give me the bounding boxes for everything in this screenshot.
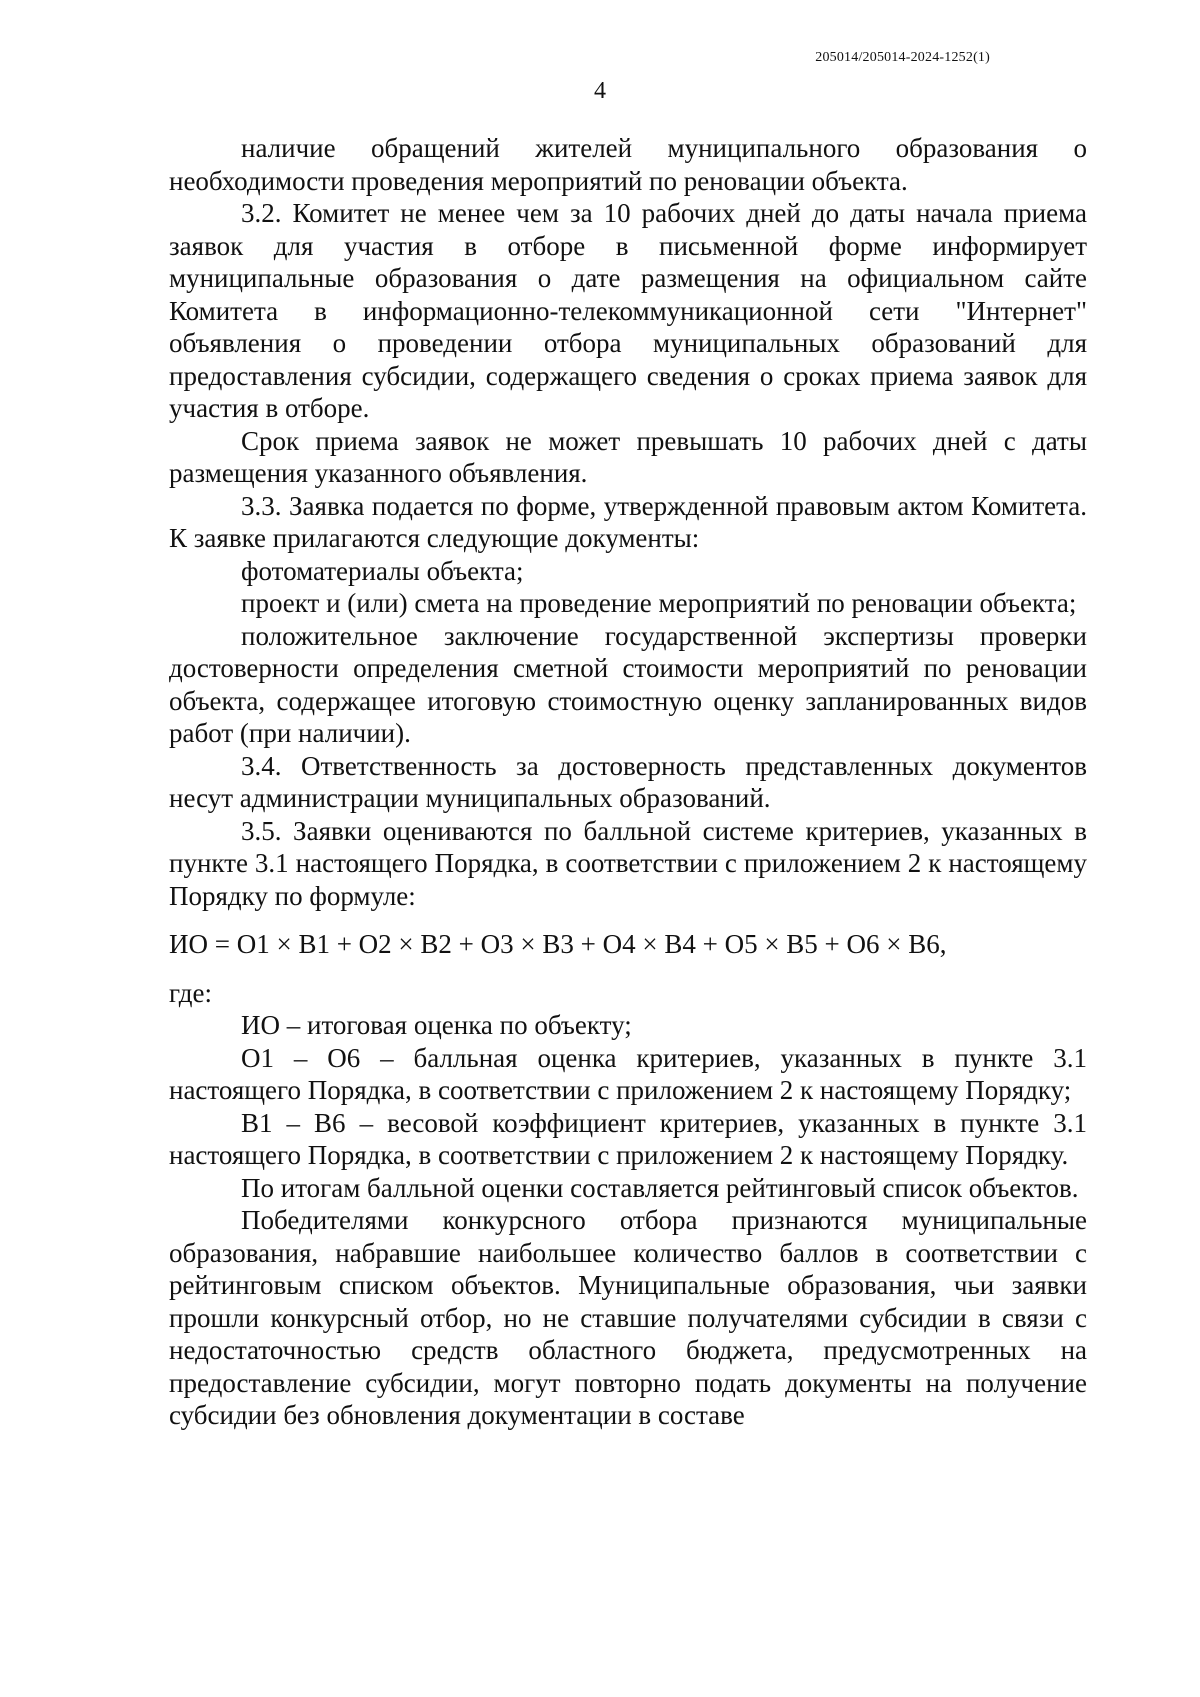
paragraph: 3.3. Заявка подается по форме, утвержденной правовым актом Комитета. К заявке прилагаются следующие документы: bbox=[169, 490, 1087, 553]
paragraph: проект и (или) смета на проведение мероприятий по реновации объекта; bbox=[241, 588, 1077, 618]
definition-item: О1 – О6 – балльная оценка критериев, указанных в пункте 3.1 настоящего Порядка, в соответствии с приложением 2 к настоящему Порядку; bbox=[169, 1042, 1087, 1105]
paragraph: 3.4. Ответственность за достоверность представленных документов несут администрации муниципальных образований. bbox=[169, 750, 1087, 813]
paragraph: Победителями конкурсного отбора признаются муниципальные образования, набравшие наибольшее количество баллов в соответствии с рейтинговым списком объектов. Муниципальные образования, чьи заявки прошли конкурсный отбор, но не ставшие получателями субсидии в связи с недостаточностью средств областного бюджета, предусмотренных на предоставление субсидии, могут повторно подать документы на получение субсидии без обновления документации в составе bbox=[169, 1205, 1087, 1430]
definition-item: ИО – итоговая оценка по объекту; bbox=[241, 1010, 632, 1040]
paragraph: 3.2. Комитет не менее чем за 10 рабочих дней до даты начала приема заявок для участия в отборе в письменной форме информирует муниципальные образования о дате размещения на официальном сайте Комитета в информационно-телекоммуникационной сети "Интернет" объявления о проведении отбора муниципальных образований для предоставления субсидии, содержащего сведения о сроках приема заявок для участия в отборе. bbox=[169, 198, 1087, 423]
definition-item: В1 – В6 – весовой коэффициент критериев, указанных в пункте 3.1 настоящего Порядка, в соответствии с приложением 2 к настоящему Порядку. bbox=[169, 1107, 1087, 1170]
paragraph: наличие обращений жителей муниципального образования о необходимости проведения мероприятий по реновации объекта. bbox=[169, 133, 1087, 196]
paragraph: Срок приема заявок не может превышать 10 рабочих дней с даты размещения указанного объявления. bbox=[169, 425, 1087, 488]
paragraph: фотоматериалы объекта; bbox=[241, 555, 524, 586]
formula: ИО = О1 × В1 + О2 × В2 + О3 × В3 + О4 × В4 + О5 × В5 + О6 × В6, bbox=[169, 929, 947, 959]
page-number: 4 bbox=[594, 78, 606, 104]
paragraph: положительное заключение государственной экспертизы проверки достоверности определения сметной стоимости мероприятий по реновации объекта, содержащее итоговую стоимостную оценку запланированных видов работ (при наличии). bbox=[169, 620, 1087, 748]
document-id: 205014/205014-2024-1252(1) bbox=[815, 50, 990, 65]
where-label: где: bbox=[169, 977, 212, 1008]
paragraph: 3.5. Заявки оцениваются по балльной системе критериев, указанных в пункте 3.1 настоящего Порядка, в соответствии с приложением 2 к настоящему Порядку по формуле: bbox=[169, 815, 1087, 911]
paragraph: По итогам балльной оценки составляется рейтинговый список объектов. bbox=[241, 1172, 1079, 1203]
document-body bbox=[169, 132, 1087, 1432]
